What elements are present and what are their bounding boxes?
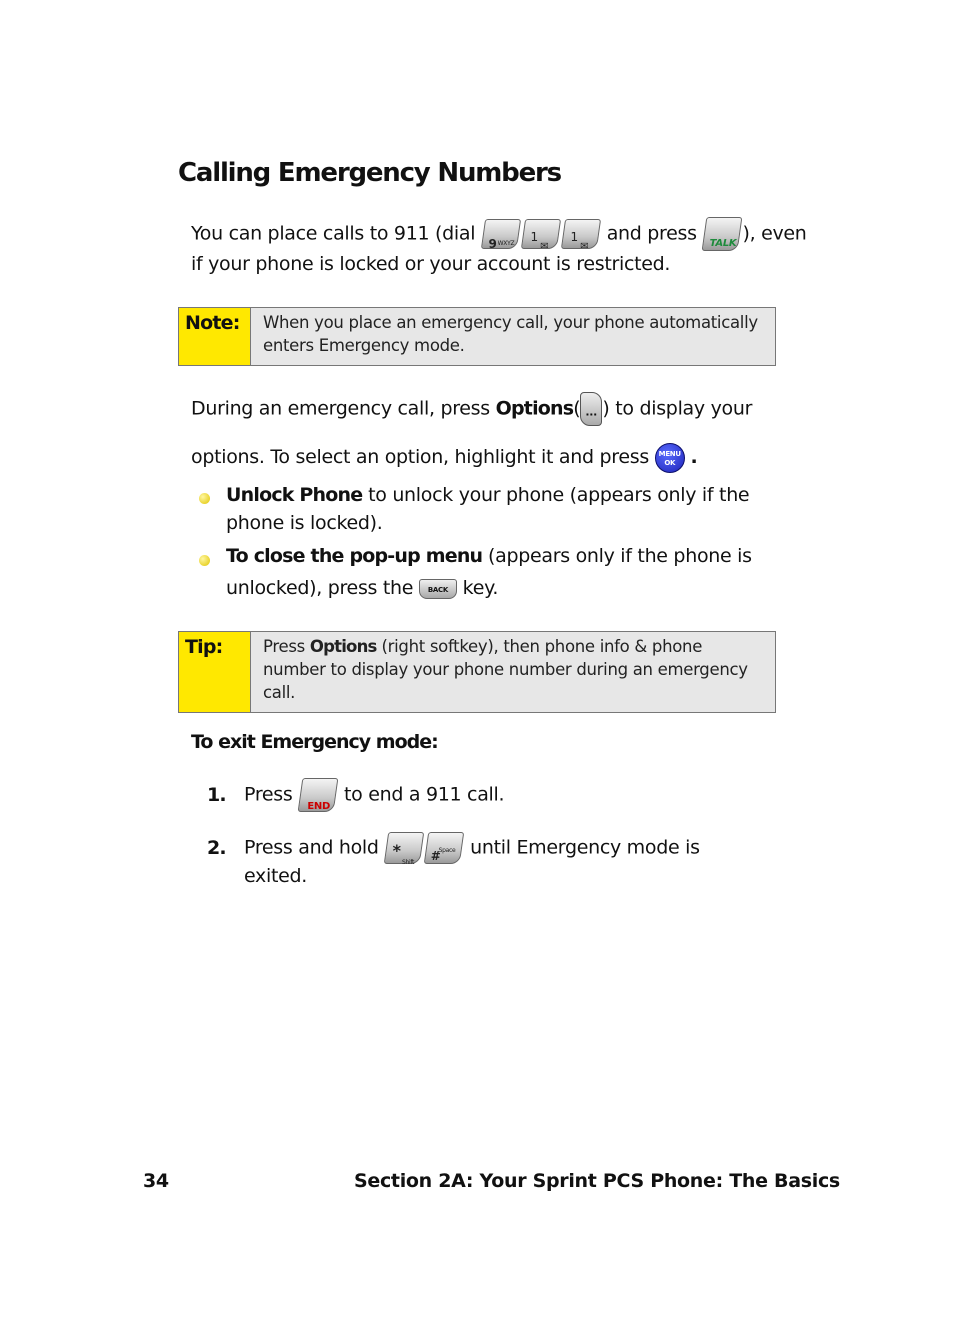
- nine-key-icon: 9 WXYZ: [481, 219, 521, 249]
- star-key-icon: * Shift: [384, 832, 424, 864]
- right-softkey-icon: ···: [580, 392, 602, 426]
- bullet-item: To close the pop-up menu (appears only if the phone is: [226, 545, 752, 567]
- intro-line-1: [191, 217, 807, 251]
- options-line-1: During an emergency call, press Options( ··· ) to display your: [191, 392, 752, 426]
- step-1: 1. Press END to end a 911 call.: [207, 778, 504, 812]
- bullet-icon: [199, 555, 210, 566]
- one-key-icon: 1 ✉: [521, 219, 561, 249]
- intro-text: ), even: [742, 222, 807, 245]
- page-number: 34: [143, 1170, 169, 1192]
- intro-line-2: if your phone is locked or your account is restricted.: [191, 253, 671, 275]
- page-title: Calling Emergency Numbers: [178, 158, 561, 188]
- bullet-item-line-2: phone is locked).: [226, 512, 383, 534]
- tip-box: [178, 631, 776, 713]
- note-box: [178, 307, 776, 366]
- note-text: When you place an emergency call, your phone automatically enters Emergency mode.: [263, 313, 758, 355]
- options-line-2: options. To select an option, highlight it and press MENU OK .: [191, 442, 697, 473]
- step-2: 2. Press and hold * Shift # Space until Emergency mode is: [207, 832, 700, 864]
- step-2-line-2: exited.: [244, 865, 308, 887]
- tip-text: Press Options (right softkey), then phone info & phone number to display your phone number during an emergency call.: [263, 637, 748, 702]
- pound-key-icon: # Space: [424, 832, 464, 864]
- bullet-item: Unlock Phone to unlock your phone (appears only if the: [226, 484, 750, 506]
- exit-heading: To exit Emergency mode:: [191, 731, 438, 753]
- note-label: Note:: [179, 308, 251, 365]
- bullet-icon: [199, 493, 210, 504]
- options-label: Options: [495, 397, 574, 420]
- menu-ok-key-icon: MENU OK: [655, 443, 685, 473]
- talk-key-icon: TALK: [702, 217, 743, 251]
- back-key-icon: BACK: [419, 579, 457, 599]
- one-key-icon: 1 ✉: [561, 219, 601, 249]
- end-key-icon: END: [298, 778, 339, 812]
- section-title: Section 2A: Your Sprint PCS Phone: The Basics: [354, 1170, 840, 1192]
- bullet-item-line-2: unlocked), press the BACK key.: [226, 577, 499, 599]
- tip-label: Tip:: [179, 632, 251, 712]
- intro-text: and press: [606, 222, 697, 245]
- intro-text: You can place calls to 911 (dial: [191, 222, 476, 245]
